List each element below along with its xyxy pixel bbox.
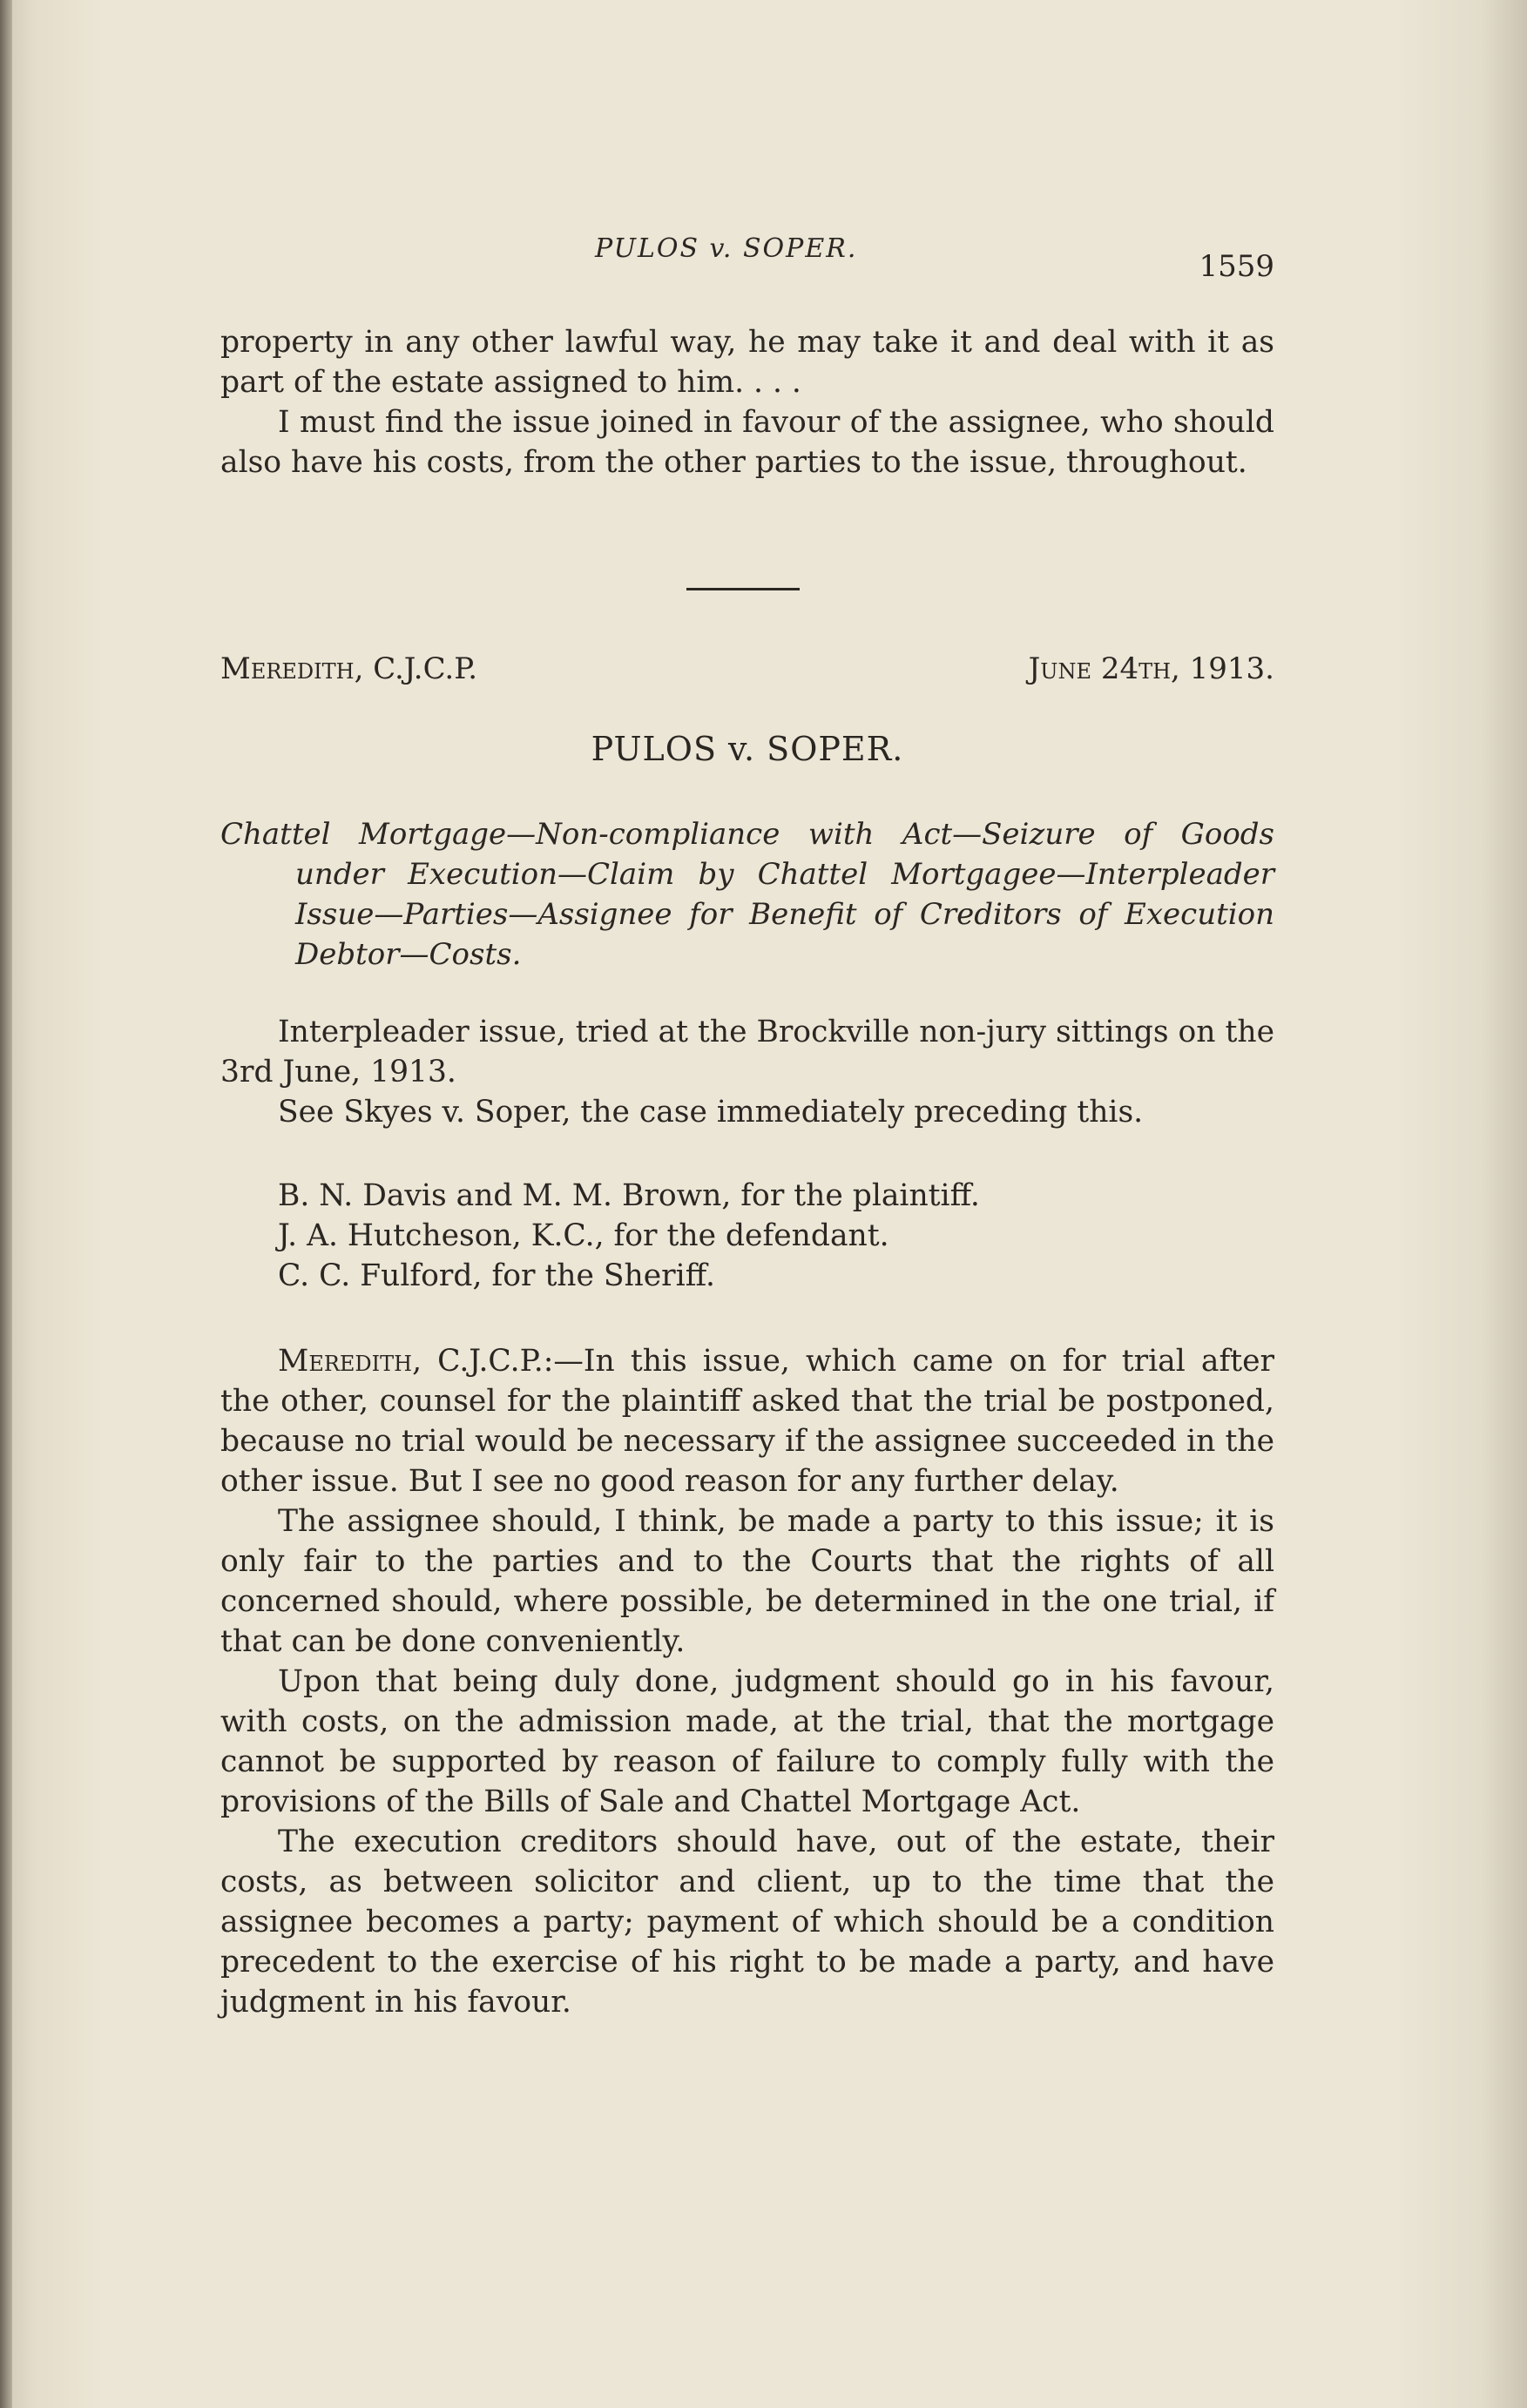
judgment-opening-paragraph: [220, 1341, 1274, 1501]
paragraph: See Skyes v. Soper, the case immediately preceding this.: [278, 1095, 1144, 1130]
case-headnote: Chattel Mortgage—Non-compliance with Act—Seizure of Goods under Execution—Claim by Chattel Mortgagee—Interpleader Issue—Parties—Assignee for Benefit of Creditors of Execution Debtor—Costs.: [220, 817, 1274, 972]
case-date: June 24th, 1913.: [1028, 651, 1274, 686]
section-divider-rule: [686, 588, 800, 590]
case-judge: Meredith, C.J.C.P.: [220, 651, 478, 686]
paragraph: Upon that being duly done, judgment should go in his favour, with costs, on the admission made, at the trial, that the mortgage cannot be supported by reason of failure to comply fully with the provisions of the Bills of Sale and Chattel Mortgage Act.: [220, 1664, 1274, 1819]
paragraph: I must find the issue joined in favour of the assignee, who should also have his costs, from the other parties to the issue, throughout.: [220, 405, 1274, 480]
counsel-entry: J. A. Hutcheson, K.C., for the defendant.: [278, 1218, 889, 1253]
paragraph: The execution creditors should have, out of the estate, their costs, as between solicitor and client, up to the time that the assignee becomes a party; payment of which should be a condition precedent to the exercise of his right to be made a party, and have judgment in his favour.: [220, 1825, 1274, 2020]
page-number: 1559: [1199, 249, 1274, 284]
case-introduction: [220, 1012, 1274, 1132]
book-spine-shadow: [0, 0, 12, 2408]
judgment-judge: Meredith, C.J.C.P.: [278, 1344, 544, 1379]
case-title: PULOS v. SOPER.: [591, 730, 904, 768]
judgment-text: [220, 1341, 1274, 2022]
paragraph: property in any other lawful way, he may take it and deal with it as part of the estate assigned to him. . . .: [220, 325, 1274, 400]
counsel-list: [220, 1176, 1274, 1296]
paragraph: Interpleader issue, tried at the Brockville non-jury sittings on the 3rd June, 1913.: [220, 1015, 1274, 1089]
running-head: [220, 233, 1274, 286]
judgment-opening-text: :—In this issue, which came on for trial after the other, counsel for the plaintiff asked that the trial be postponed, because no trial would be necessary if the assignee succeeded in the other issue. But I see no good reason for any further delay.: [220, 1344, 1275, 1499]
paragraph: The assignee should, I think, be made a party to this issue; it is only fair to the parties and to the Courts that the rights of all concerned should, where possible, be determined in the one trial, if that can be done conveniently.: [220, 1504, 1274, 1659]
running-head-title: PULOS v. SOPER.: [595, 233, 858, 264]
previous-case-ending: [220, 322, 1274, 482]
counsel-entry: C. C. Fulford, for the Sheriff.: [278, 1258, 715, 1293]
counsel-entry: B. N. Davis and M. M. Brown, for the plaintiff.: [278, 1178, 980, 1213]
